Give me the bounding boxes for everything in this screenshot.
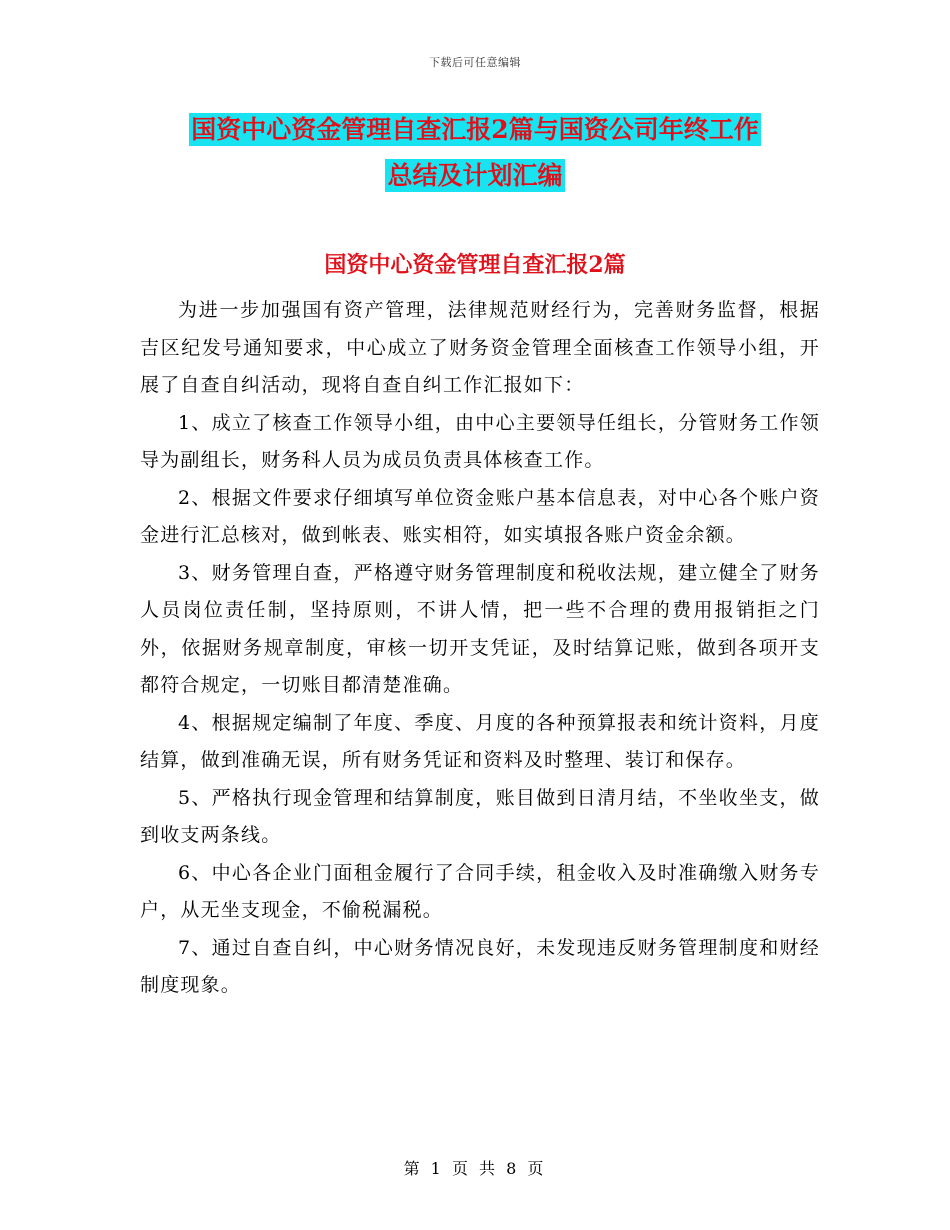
- paragraph-item-3: 3、财务管理自查，严格遵守财务管理制度和税收法规，建立健全了财务人员岗位责任制，坚持原则，不讲人情，把一些不合理的费用报销拒之门外，依据财务规章制度，审核一切开支凭证，及时结算记账，做到各项开支都符合规定，一切账目都清楚准确。: [140, 561, 820, 696]
- document-body: [140, 292, 820, 1005]
- paragraph-item-2: 2、根据文件要求仔细填写单位资金账户基本信息表，对中心各个账户资金进行汇总核对，做到帐表、账实相符，如实填报各账户资金余额。: [140, 486, 820, 546]
- paragraph-item-5: 5、严格执行现金管理和结算制度，账目做到日清月结，不坐收坐支，做到收支两条线。: [140, 786, 820, 846]
- header-note: 下载后可任意编辑: [429, 56, 521, 69]
- document-title-line-1: [0, 112, 950, 148]
- section-title: 国资中心资金管理自查汇报2篇: [324, 252, 626, 278]
- paragraph-item-6: 6、中心各企业门面租金履行了合同手续，租金收入及时准确缴入财务专户，从无坐支现金，不偷税漏税。: [140, 861, 820, 921]
- paragraph-intro: 为进一步加强国有资产管理，法律规范财经行为，完善财务监督，根据吉区纪发号通知要求，中心成立了财务资金管理全面核查工作领导小组，开展了自查自纠活动，现将自查自纠工作汇报如下：: [140, 299, 820, 396]
- paragraph-item-4: 4、根据规定编制了年度、季度、月度的各种预算报表和统计资料，月度结算，做到准确无误，所有财务凭证和资料及时整理、装订和保存。: [140, 711, 820, 771]
- title-line-1-text: 国资中心资金管理自查汇报2篇与国资公司年终工作: [191, 115, 759, 144]
- paragraph-item-1: 1、成立了核查工作领导小组，由中心主要领导任组长，分管财务工作领导为副组长，财务科人员为成员负责具体核查工作。: [140, 411, 820, 471]
- document-title-line-2: [0, 158, 950, 194]
- page-footer: 第 1 页 共 8 页: [403, 1159, 547, 1178]
- title-line-2-text: 总结及计划汇编: [387, 161, 563, 190]
- paragraph-item-7: 7、通过自查自纠，中心财务情况良好，未发现违反财务管理制度和财经制度现象。: [140, 936, 820, 996]
